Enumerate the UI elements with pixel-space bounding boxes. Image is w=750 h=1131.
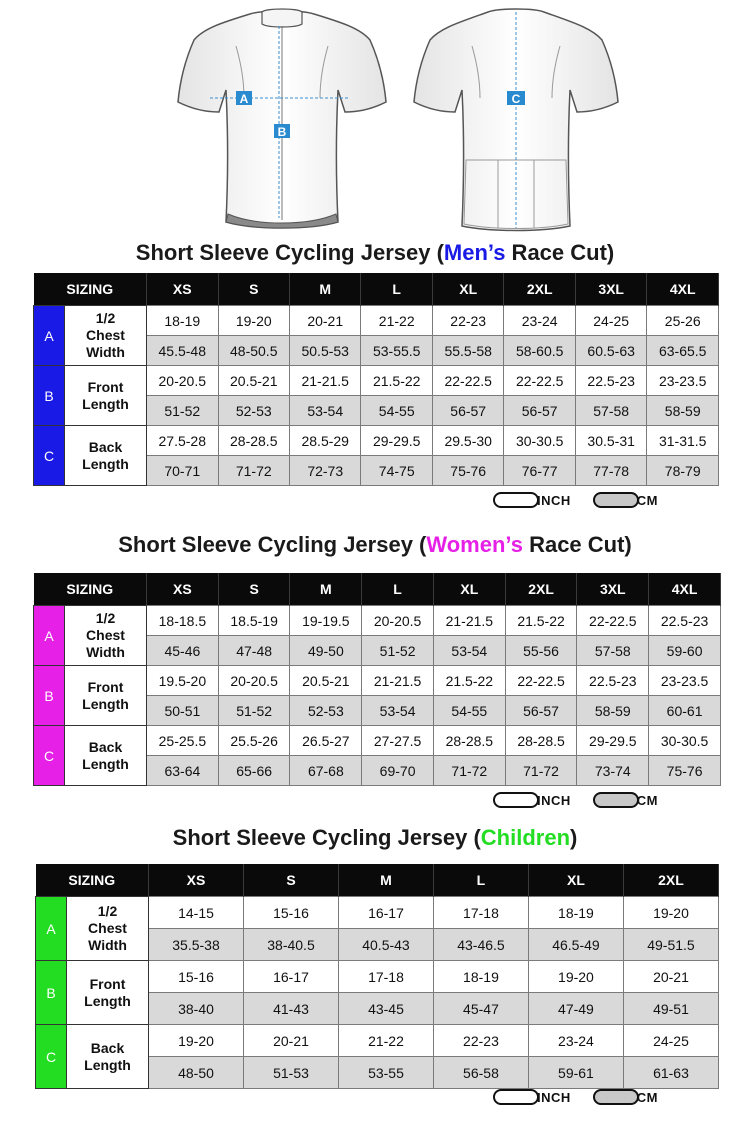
cm-cell: 50.5-53 — [289, 336, 360, 366]
measure-letter: A — [34, 606, 65, 666]
womens-heading — [0, 532, 750, 558]
cm-cell: 71-72 — [433, 756, 505, 786]
size-header: XS — [149, 864, 244, 897]
inch-cell: 20-21 — [244, 1025, 339, 1057]
children-size-table — [35, 864, 719, 1089]
inch-cell: 29.5-30 — [432, 426, 503, 456]
cm-cell: 55-56 — [505, 636, 577, 666]
cm-cell: 49-51 — [623, 993, 718, 1025]
cm-swatch — [593, 1089, 639, 1105]
cm-cell: 50-51 — [147, 696, 219, 726]
inch-cell: 26.5-27 — [290, 726, 362, 756]
inch-row — [36, 897, 719, 929]
cm-cell: 52-53 — [290, 696, 362, 726]
cm-cell: 53-54 — [433, 636, 505, 666]
size-header: 2XL — [505, 573, 577, 606]
size-header: M — [338, 864, 433, 897]
cm-cell: 76-77 — [504, 456, 575, 486]
inch-cell: 22.5-23 — [577, 666, 649, 696]
cm-cell: 73-74 — [577, 756, 649, 786]
measure-letter: C — [36, 1025, 67, 1089]
sizing-header: SIZING — [34, 573, 147, 606]
jersey-drawings — [0, 0, 750, 240]
cm-cell: 51-53 — [244, 1057, 339, 1089]
size-header: L — [362, 573, 434, 606]
inch-cell: 22.5-23 — [649, 606, 721, 636]
cm-cell: 61-63 — [623, 1057, 718, 1089]
inch-cell: 28-28.5 — [218, 426, 289, 456]
inch-cell: 22-23 — [433, 1025, 528, 1057]
inch-cell: 16-17 — [244, 961, 339, 993]
inch-cell: 20-20.5 — [218, 666, 290, 696]
size-header: XL — [528, 864, 623, 897]
inch-cell: 20.5-21 — [218, 366, 289, 396]
cm-cell: 60.5-63 — [575, 336, 646, 366]
inch-cell: 18-18.5 — [147, 606, 219, 636]
inch-row — [34, 366, 719, 396]
cm-cell: 54-55 — [433, 696, 505, 726]
inch-cell: 18-19 — [528, 897, 623, 929]
inch-row — [34, 606, 721, 636]
cm-cell: 78-79 — [647, 456, 719, 486]
inch-legend-label: INCH — [537, 492, 571, 508]
cm-cell: 56-57 — [432, 396, 503, 426]
inch-cell: 27.5-28 — [147, 426, 218, 456]
measure-letter: B — [34, 666, 65, 726]
children-legend — [493, 1089, 658, 1105]
cm-cell: 59-61 — [528, 1057, 623, 1089]
measure-label: Back Length — [67, 1025, 149, 1089]
cm-cell: 55.5-58 — [432, 336, 503, 366]
cm-cell: 69-70 — [362, 756, 434, 786]
inch-cell: 30-30.5 — [504, 426, 575, 456]
cm-cell: 54-55 — [361, 396, 432, 426]
inch-cell: 24-25 — [623, 1025, 718, 1057]
inch-cell: 21.5-22 — [361, 366, 432, 396]
cm-swatch — [593, 492, 639, 508]
cm-cell: 49-50 — [290, 636, 362, 666]
inch-cell: 29-29.5 — [361, 426, 432, 456]
measure-label: 1/2 Chest Width — [65, 306, 147, 366]
inch-cell: 23-24 — [528, 1025, 623, 1057]
children-heading-post: ) — [570, 825, 578, 850]
cm-cell: 47-48 — [218, 636, 290, 666]
inch-cell: 22-22.5 — [432, 366, 503, 396]
inch-cell: 22-23 — [432, 306, 503, 336]
cm-cell: 53-55.5 — [361, 336, 432, 366]
measure-letter: B — [36, 961, 67, 1025]
size-header: XS — [147, 273, 218, 306]
back-jersey — [414, 9, 618, 231]
cm-cell: 38-40 — [149, 993, 244, 1025]
inch-cell: 19-20 — [218, 306, 289, 336]
cm-cell: 46.5-49 — [528, 929, 623, 961]
inch-cell: 14-15 — [149, 897, 244, 929]
cm-cell: 41-43 — [244, 993, 339, 1025]
inch-cell: 21.5-22 — [433, 666, 505, 696]
cm-cell: 51-52 — [362, 636, 434, 666]
size-header: M — [289, 273, 360, 306]
cm-swatch — [593, 792, 639, 808]
cm-cell: 38-40.5 — [244, 929, 339, 961]
inch-cell: 19-19.5 — [290, 606, 362, 636]
size-header: 4XL — [649, 573, 721, 606]
size-header: L — [361, 273, 432, 306]
inch-cell: 21-21.5 — [362, 666, 434, 696]
mens-heading — [0, 240, 750, 266]
mens-legend — [493, 492, 658, 508]
mens-heading-pre: Short Sleeve Cycling Jersey ( — [135, 240, 444, 265]
inch-cell: 15-16 — [244, 897, 339, 929]
cm-cell: 72-73 — [289, 456, 360, 486]
cm-cell: 71-72 — [505, 756, 577, 786]
inch-cell: 30-30.5 — [649, 726, 721, 756]
cm-cell: 60-61 — [649, 696, 721, 726]
inch-cell: 25.5-26 — [218, 726, 290, 756]
measure-letter: A — [36, 897, 67, 961]
measure-letter: B — [34, 366, 65, 426]
size-header: 4XL — [647, 273, 719, 306]
cm-legend-label: CM — [636, 792, 658, 808]
inch-cell: 20.5-21 — [290, 666, 362, 696]
measure-label-c: C — [511, 92, 521, 106]
cm-cell: 56-57 — [504, 396, 575, 426]
size-header: 3XL — [577, 573, 649, 606]
inch-cell: 31-31.5 — [647, 426, 719, 456]
inch-cell: 23-23.5 — [649, 666, 721, 696]
mens-heading-post: Race Cut) — [505, 240, 615, 265]
children-heading — [0, 825, 750, 851]
measure-label-a: A — [239, 92, 249, 106]
inch-cell: 17-18 — [338, 961, 433, 993]
cm-cell: 74-75 — [361, 456, 432, 486]
inch-cell: 22-22.5 — [505, 666, 577, 696]
cm-legend-label: CM — [636, 492, 658, 508]
womens-heading-post: Race Cut) — [522, 532, 632, 557]
cm-cell: 53-55 — [338, 1057, 433, 1089]
cm-cell: 56-57 — [505, 696, 577, 726]
inch-cell: 22-22.5 — [577, 606, 649, 636]
inch-cell: 29-29.5 — [577, 726, 649, 756]
size-header: XL — [433, 573, 505, 606]
inch-row — [36, 1025, 719, 1057]
inch-cell: 25-25.5 — [147, 726, 219, 756]
inch-cell: 22.5-23 — [575, 366, 646, 396]
cm-cell: 35.5-38 — [149, 929, 244, 961]
inch-cell: 22-22.5 — [504, 366, 575, 396]
inch-legend-label: INCH — [537, 792, 571, 808]
sizing-header: SIZING — [36, 864, 149, 897]
cm-cell: 65-66 — [218, 756, 290, 786]
inch-cell: 21-22 — [361, 306, 432, 336]
cm-cell: 67-68 — [290, 756, 362, 786]
size-header: S — [218, 573, 290, 606]
size-header: 3XL — [575, 273, 646, 306]
inch-row — [36, 961, 719, 993]
inch-swatch — [493, 1089, 539, 1105]
inch-cell: 23-24 — [504, 306, 575, 336]
cm-cell: 53-54 — [362, 696, 434, 726]
inch-cell: 18.5-19 — [218, 606, 290, 636]
cm-cell: 40.5-43 — [338, 929, 433, 961]
cm-cell: 52-53 — [218, 396, 289, 426]
inch-cell: 20-21 — [623, 961, 718, 993]
inch-swatch — [493, 792, 539, 808]
womens-heading-highlight: Women’s — [426, 532, 523, 557]
size-header: L — [433, 864, 528, 897]
inch-cell: 20-21 — [289, 306, 360, 336]
inch-cell: 28-28.5 — [433, 726, 505, 756]
inch-cell: 20-20.5 — [362, 606, 434, 636]
womens-heading-pre: Short Sleeve Cycling Jersey ( — [118, 532, 427, 557]
size-header: XL — [432, 273, 503, 306]
mens-heading-highlight: Men’s — [443, 240, 506, 265]
inch-cell: 24-25 — [575, 306, 646, 336]
cm-cell: 47-49 — [528, 993, 623, 1025]
cm-cell: 45-47 — [433, 993, 528, 1025]
cm-cell: 56-58 — [433, 1057, 528, 1089]
inch-cell: 28.5-29 — [289, 426, 360, 456]
measure-letter: C — [34, 726, 65, 786]
size-header: 2XL — [623, 864, 718, 897]
measure-label-b: B — [277, 125, 287, 139]
cm-cell: 58-59 — [647, 396, 719, 426]
inch-legend-label: INCH — [537, 1089, 571, 1105]
cm-cell: 71-72 — [218, 456, 289, 486]
inch-swatch — [493, 492, 539, 508]
inch-cell: 21-21.5 — [433, 606, 505, 636]
cm-cell: 51-52 — [147, 396, 218, 426]
sizing-header: SIZING — [34, 273, 147, 306]
measure-label: 1/2 Chest Width — [65, 606, 147, 666]
size-header: S — [218, 273, 289, 306]
cm-cell: 48-50 — [149, 1057, 244, 1089]
inch-cell: 19-20 — [149, 1025, 244, 1057]
cm-cell: 43-46.5 — [433, 929, 528, 961]
cm-cell: 57-58 — [577, 636, 649, 666]
cm-cell: 75-76 — [649, 756, 721, 786]
measure-label: Front Length — [67, 961, 149, 1025]
header-row — [34, 273, 719, 306]
inch-cell: 20-20.5 — [147, 366, 218, 396]
measure-label: Front Length — [65, 366, 147, 426]
size-header: XS — [147, 573, 219, 606]
inch-cell: 30.5-31 — [575, 426, 646, 456]
inch-cell: 19-20 — [623, 897, 718, 929]
inch-cell: 19.5-20 — [147, 666, 219, 696]
inch-cell: 19-20 — [528, 961, 623, 993]
children-heading-highlight: Children — [480, 825, 571, 850]
cm-cell: 77-78 — [575, 456, 646, 486]
front-jersey — [178, 9, 386, 228]
cm-cell: 59-60 — [649, 636, 721, 666]
cm-cell: 53-54 — [289, 396, 360, 426]
cm-cell: 45-46 — [147, 636, 219, 666]
cm-cell: 51-52 — [218, 696, 290, 726]
inch-row — [34, 666, 721, 696]
womens-size-table — [33, 573, 721, 786]
measure-letter: C — [34, 426, 65, 486]
cm-cell: 63-65.5 — [647, 336, 719, 366]
measure-label: Back Length — [65, 726, 147, 786]
measure-letter: A — [34, 306, 65, 366]
inch-cell: 21-21.5 — [289, 366, 360, 396]
size-header: M — [290, 573, 362, 606]
cm-cell: 58-60.5 — [504, 336, 575, 366]
mens-size-table — [33, 273, 719, 486]
cm-cell: 45.5-48 — [147, 336, 218, 366]
cm-legend-label: CM — [636, 1089, 658, 1105]
inch-cell: 28-28.5 — [505, 726, 577, 756]
header-row — [36, 864, 719, 897]
inch-cell: 16-17 — [338, 897, 433, 929]
header-row — [34, 573, 721, 606]
womens-legend — [493, 792, 658, 808]
size-header: 2XL — [504, 273, 575, 306]
inch-cell: 27-27.5 — [362, 726, 434, 756]
measure-label: Front Length — [65, 666, 147, 726]
size-header: S — [244, 864, 339, 897]
cm-cell: 57-58 — [575, 396, 646, 426]
children-heading-pre: Short Sleeve Cycling Jersey ( — [172, 825, 481, 850]
measure-label: Back Length — [65, 426, 147, 486]
inch-cell: 21.5-22 — [505, 606, 577, 636]
inch-cell: 18-19 — [147, 306, 218, 336]
inch-row — [34, 426, 719, 456]
inch-cell: 17-18 — [433, 897, 528, 929]
inch-cell: 21-22 — [338, 1025, 433, 1057]
jersey-illustration — [0, 0, 750, 240]
inch-row — [34, 306, 719, 336]
cm-cell: 43-45 — [338, 993, 433, 1025]
inch-cell: 15-16 — [149, 961, 244, 993]
inch-row — [34, 726, 721, 756]
inch-cell: 25-26 — [647, 306, 719, 336]
inch-cell: 18-19 — [433, 961, 528, 993]
cm-cell: 58-59 — [577, 696, 649, 726]
cm-cell: 49-51.5 — [623, 929, 718, 961]
cm-cell: 75-76 — [432, 456, 503, 486]
measure-label: 1/2 Chest Width — [67, 897, 149, 961]
cm-cell: 48-50.5 — [218, 336, 289, 366]
cm-cell: 63-64 — [147, 756, 219, 786]
inch-cell: 23-23.5 — [647, 366, 719, 396]
cm-cell: 70-71 — [147, 456, 218, 486]
